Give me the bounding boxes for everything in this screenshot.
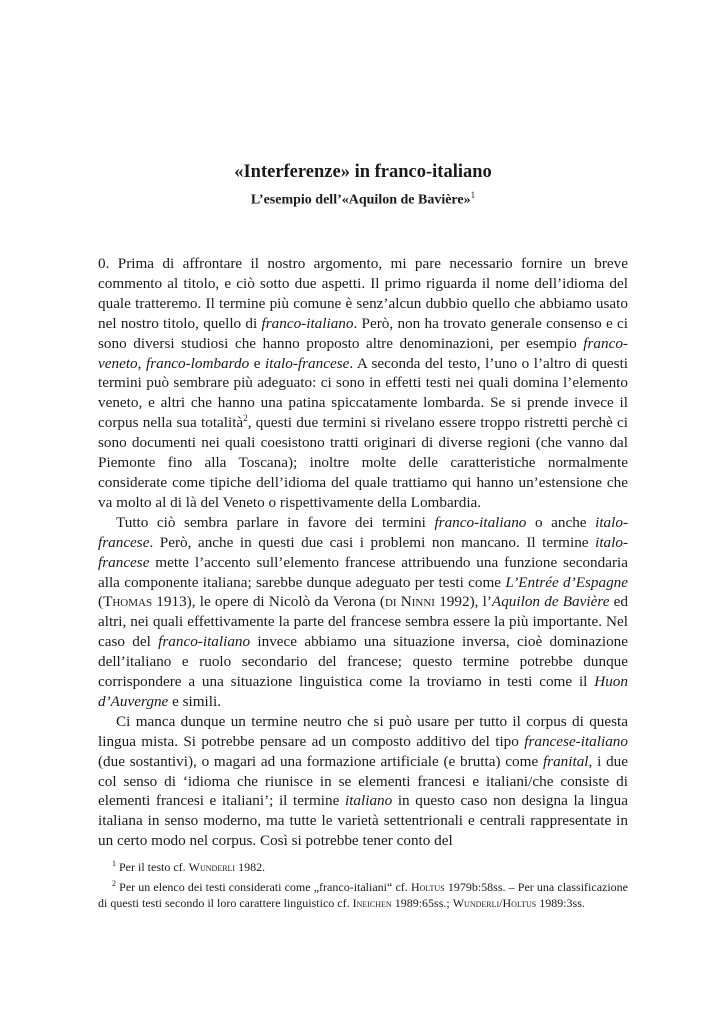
italic-term: francese-italiano <box>524 732 628 750</box>
footnote-1 <box>98 856 628 876</box>
italic-term: franco-italiano <box>261 314 354 332</box>
text-span: mette l’accento sull’elemento francese attribuendo una funzione secondaria alla componente italiana; sarebbe dunque adeguato per testi come <box>98 553 628 591</box>
text-span: , i due col senso di ‘idioma che riunisce in se elementi francesi e italiani/che consiste di elementi francesi e italiani’; il termine <box>98 752 628 810</box>
text-span: Ci manca dunque un termine neutro che si può usare per tutto il corpus di questa lingua mista. Si potrebbe pensare ad un composto additivo del tipo <box>98 712 628 750</box>
text-span: . Però, non ha trovato generale consenso e ci sono diversi studiosi che hanno proposto altre denominazioni, per esempio <box>98 314 629 352</box>
citation-author: Thomas <box>103 593 153 611</box>
text-span: , <box>137 354 146 372</box>
text-span: , questi due termini si rivelano essere troppo ristretti perchè ci sono documenti nei quali coesistono tratti originari di diverse regioni (che vanno dal Piemonte fino alla Toscana); inoltre molte delle caratteristiche normalmente considerate come tipiche dell’idioma del quale trattiamo qui hanno un’estensione che va molto al di là del Veneto o rispettivamente della Lombardia. <box>98 414 628 511</box>
footnotes <box>98 856 628 912</box>
text-span: e <box>249 354 265 372</box>
body-text <box>98 254 628 851</box>
text-span: e simili. <box>168 692 222 710</box>
text-span: . A seconda del testo, l’uno o l’altro di questi termini può sembrare più adeguato: ci sono in effetti testi nei quali domina l’elemento veneto, e altri che hanno una patina spiccatamente lombarda. Se si prende invece il corpus nella sua totalità <box>98 354 629 432</box>
italic-term: franco-italiano <box>434 513 527 531</box>
subtitle-text: L’esempio dell’«Aquilon de Bavière» <box>250 192 471 208</box>
text-span: ed altri, nei quali effettivamente la parte del francese sembra essere la più importante. Nel caso del <box>98 593 628 651</box>
paragraph-3 <box>98 712 628 851</box>
footnote-number: 1 <box>112 859 116 868</box>
footnote-number: 2 <box>112 878 116 888</box>
text-span: ( <box>98 593 104 611</box>
text-span: Per il testo cf. <box>116 860 189 874</box>
citation-author: Ineichen <box>352 896 392 910</box>
text-span: Tutto ciò sembra parlare in favore dei termini <box>116 513 435 531</box>
footnote-ref-2[interactable]: 2 <box>243 413 248 424</box>
italic-title: L’Entrée d’Espagne <box>505 573 628 591</box>
paragraph-1 <box>98 254 628 513</box>
text-span: 1989:3ss. <box>536 896 585 910</box>
italic-term: italo-francese <box>265 354 350 372</box>
text-span: . Però, anche in questi due casi i problemi non mancano. Il termine <box>149 533 596 551</box>
citation-author: Holtus <box>410 879 445 894</box>
italic-term: franco-veneto <box>98 334 628 372</box>
italic-term: italo-francese <box>98 513 628 551</box>
text-span: 1979b:58ss. – Per una classificazione di questi testi secondo il loro carattere linguistico cf. <box>98 879 628 910</box>
citation-author: Wunderli/Holtus <box>452 896 537 910</box>
citation-author: Wunderli <box>188 860 236 874</box>
text-span: 1982. <box>235 860 266 874</box>
italic-term: italiano <box>344 792 393 810</box>
text-span: o anche <box>526 513 596 531</box>
page-subtitle <box>0 184 726 212</box>
text-span: 1989:65ss.; <box>391 896 453 910</box>
text-span: invece abbiamo una situazione inversa, cioè dominazione dell’italiano e ruolo secondario del francese; questo termine potrebbe dunque corrispondere a una situazione linguistica come la troviamo in testi come il <box>98 633 628 691</box>
italic-title: Huon d’Auvergne <box>98 673 628 710</box>
italic-title: Aquilon de Bavière <box>491 593 610 611</box>
page-title: «Interferenze» in franco-italiano <box>234 162 492 182</box>
citation-author: di Ninni <box>384 593 435 611</box>
footnote-ref-1[interactable]: 1 <box>470 190 476 200</box>
text-span: Per un elenco dei testi considerati come „franco-italiani“ cf. <box>116 879 411 894</box>
text-span: 1992), l’ <box>434 593 492 611</box>
italic-term: franco-italiano <box>158 633 251 651</box>
text-span: 0. Prima di affrontare il nostro argomento, mi pare necessario fornire un breve commento al titolo, e ciò sotto due aspetti. Il primo riguarda il nome dell’idioma del quale tratteremo. Il termine più comune è senz’alcun dubbio quello che abbiamo usato nel nostro titolo, quello di <box>98 255 628 332</box>
footnote-2 <box>98 876 628 912</box>
italic-term: italo-francese <box>98 533 628 571</box>
text-span: in questo caso non designa la lingua italiana in senso moderno, ma tutte le varietà settentrionali e centrali rappresentate in un certo modo nel corpus. Così si potrebbe tener conto del <box>98 792 628 850</box>
paragraph-2 <box>98 513 628 712</box>
text-span: 1913), le opere di Nicolò da Verona ( <box>152 593 385 611</box>
text-span: (due sostantivi), o magari ad una formazione artificiale (e brutta) come <box>98 752 543 770</box>
italic-term: franco-lombardo <box>145 354 250 372</box>
italic-term: franital <box>542 752 589 770</box>
title-block <box>0 160 726 212</box>
